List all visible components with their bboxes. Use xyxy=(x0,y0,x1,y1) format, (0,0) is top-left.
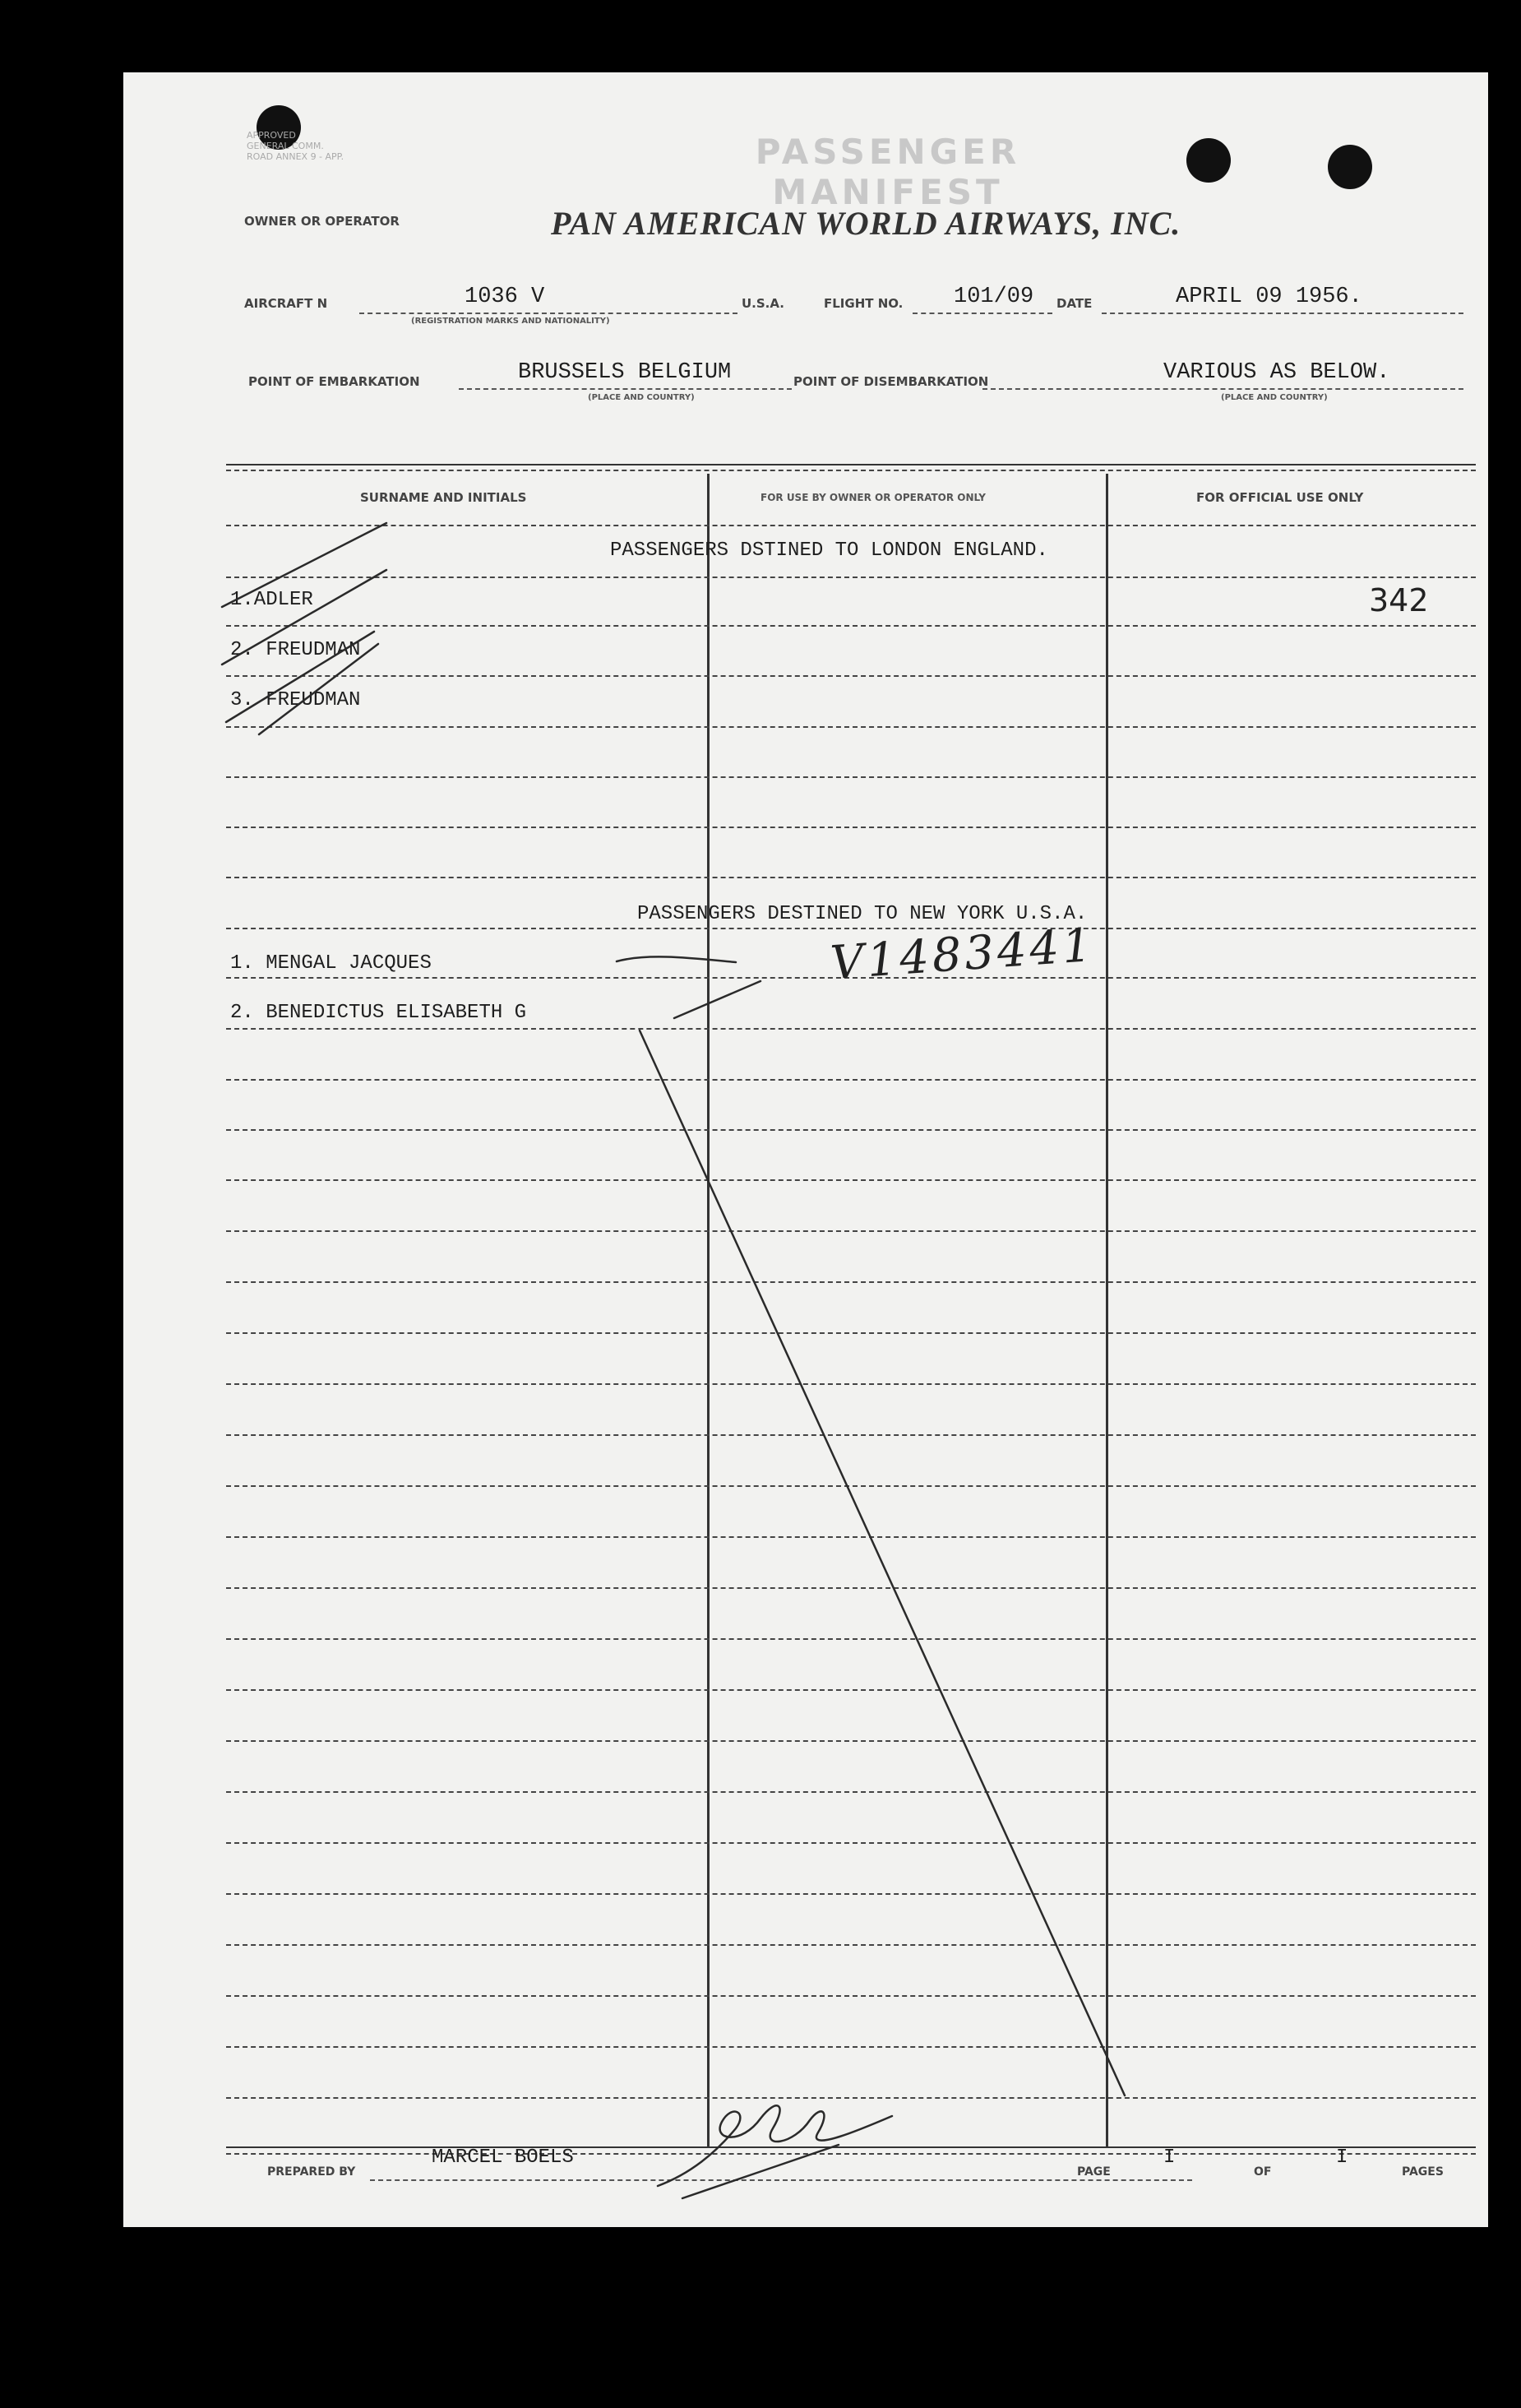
london-heading: PASSENGERS DSTINED TO LONDON ENGLAND. xyxy=(610,539,1048,562)
strike-line xyxy=(222,570,386,665)
signature xyxy=(658,2105,892,2186)
check-mark xyxy=(674,981,760,1018)
page-value: I xyxy=(1163,2146,1176,2169)
pages-label: PAGES xyxy=(1402,2165,1444,2179)
aircraft-value: 1036 V xyxy=(465,285,545,309)
signature xyxy=(682,2145,839,2198)
new-york-passenger: 2. BENEDICTUS ELISABETH G xyxy=(230,1002,527,1024)
page-label: PAGE xyxy=(1077,2165,1111,2179)
date-label: DATE xyxy=(1056,296,1093,311)
prepared-by-value: MARCEL BOELS xyxy=(432,2146,574,2169)
document-title: PASSENGER MANIFEST xyxy=(755,132,1021,212)
disembarkation-label: POINT OF DISEMBARKATION xyxy=(793,374,989,389)
column-header-operator: FOR USE BY OWNER OR OPERATOR ONLY xyxy=(760,492,986,503)
flight-label: FLIGHT NO. xyxy=(824,296,904,311)
london-passenger: 1.ADLER xyxy=(230,589,313,611)
prepared-by-label: PREPARED BY xyxy=(267,2165,356,2179)
stamp-line: ROAD ANNEX 9 - APP. xyxy=(247,151,344,162)
london-passenger: 2. FREUDMAN xyxy=(230,639,361,661)
usa-label: U.S.A. xyxy=(742,296,784,311)
stamp-line: APPROVED xyxy=(247,130,296,141)
embarkation-sublabel: (PLACE AND COUNTRY) xyxy=(588,393,695,402)
strike-line xyxy=(222,523,386,607)
aircraft-sublabel: (REGISTRATION MARKS AND NATIONALITY) xyxy=(411,317,610,326)
dash-mark xyxy=(617,956,736,962)
new-york-passenger: 1. MENGAL JACQUES xyxy=(230,952,432,975)
aircraft-label: AIRCRAFT N xyxy=(244,296,328,311)
flight-value: 101/09 xyxy=(954,285,1034,309)
column-header-surname: SURNAME AND INITIALS xyxy=(360,490,527,505)
disembarkation-value: VARIOUS AS BELOW. xyxy=(1163,360,1390,385)
strike-line xyxy=(259,644,378,734)
column-header-official: FOR OFFICIAL USE ONLY xyxy=(1196,490,1364,505)
embarkation-value: BRUSSELS BELGIUM xyxy=(518,360,732,385)
new-york-heading: PASSENGERS DESTINED TO NEW YORK U.S.A. xyxy=(637,903,1088,925)
date-value: APRIL 09 1956. xyxy=(1176,285,1362,309)
disembarkation-sublabel: (PLACE AND COUNTRY) xyxy=(1221,393,1328,402)
handwritten-marks xyxy=(123,72,1488,2227)
official-number: 342 xyxy=(1369,582,1429,618)
of-label: OF xyxy=(1254,2165,1272,2179)
stamp-line: GENERAL COMM. xyxy=(247,141,324,151)
owner-value: PAN AMERICAN WORLD AIRWAYS, INC. xyxy=(551,205,1181,242)
diagonal-line xyxy=(640,1030,1125,2095)
london-passenger: 3. FREUDMAN xyxy=(230,689,361,711)
strike-line xyxy=(226,632,374,722)
owner-label: OWNER OR OPERATOR xyxy=(244,214,400,229)
manifest-page xyxy=(123,72,1488,2227)
handwritten-code: V1483441 xyxy=(829,918,1097,991)
embarkation-label: POINT OF EMBARKATION xyxy=(248,374,420,389)
of-value: I xyxy=(1336,2146,1348,2169)
